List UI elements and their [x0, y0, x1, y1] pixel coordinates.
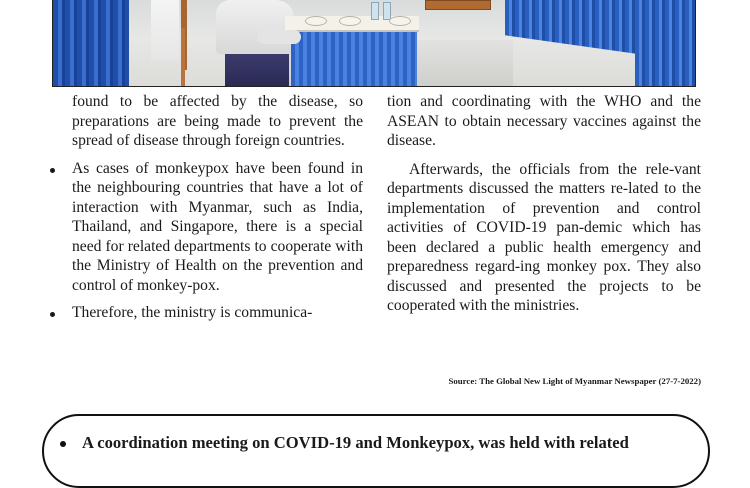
paragraph-continuation: tion and coordinating with the WHO and the ASEAN to obtain necessary vaccines against the disease. — [387, 93, 701, 149]
bullet-item: Therefore, the ministry is communica- — [72, 303, 363, 323]
dish — [389, 16, 411, 26]
blue-curtain-left — [53, 0, 129, 86]
water-bottle — [371, 2, 379, 20]
blue-curtain-right-lower — [635, 40, 695, 86]
bullet-dot — [60, 441, 66, 447]
highlight-text: A coordination meeting on COVID-19 and Monkeypox, was held with related — [82, 433, 629, 452]
article-right-column — [387, 92, 701, 316]
seated-person-left — [151, 0, 179, 60]
source-credit: Source: The Global New Light of Myanmar Newspaper (27-7-2022) — [448, 376, 701, 386]
paragraph-continuation: found to be affected by the disease, so preparations are being made to prevent the spread of disease through foreign countries. — [72, 93, 363, 149]
wooden-bench — [425, 0, 491, 10]
article-photo — [52, 0, 696, 87]
table-blue-cloth — [291, 26, 417, 86]
dish — [339, 16, 361, 26]
paragraph: Afterwards, the officials from the rele-vant departments discussed the matters re-lated to the implementation of prevention and control activities of COVID-19 pan-demic which has been declared a public health emergency and preparedness regard-ing monkey pox. They also discussed and presented the projects to be cooperated with the ministries. — [387, 160, 701, 314]
seated-official-longyi — [225, 54, 289, 86]
bullet-item: As cases of monkeypox have been found in the neighbouring countries that have a lot of interaction with Myanmar, such as India, Thailand, and Singapore, there is a special need for related departments to cooperate with the Ministry of Health on the prevention and control of monkey-pox. — [72, 159, 363, 294]
article-left-column — [72, 92, 363, 323]
dish — [305, 16, 327, 26]
seated-official — [216, 0, 294, 54]
seated-official-arm — [257, 30, 301, 44]
